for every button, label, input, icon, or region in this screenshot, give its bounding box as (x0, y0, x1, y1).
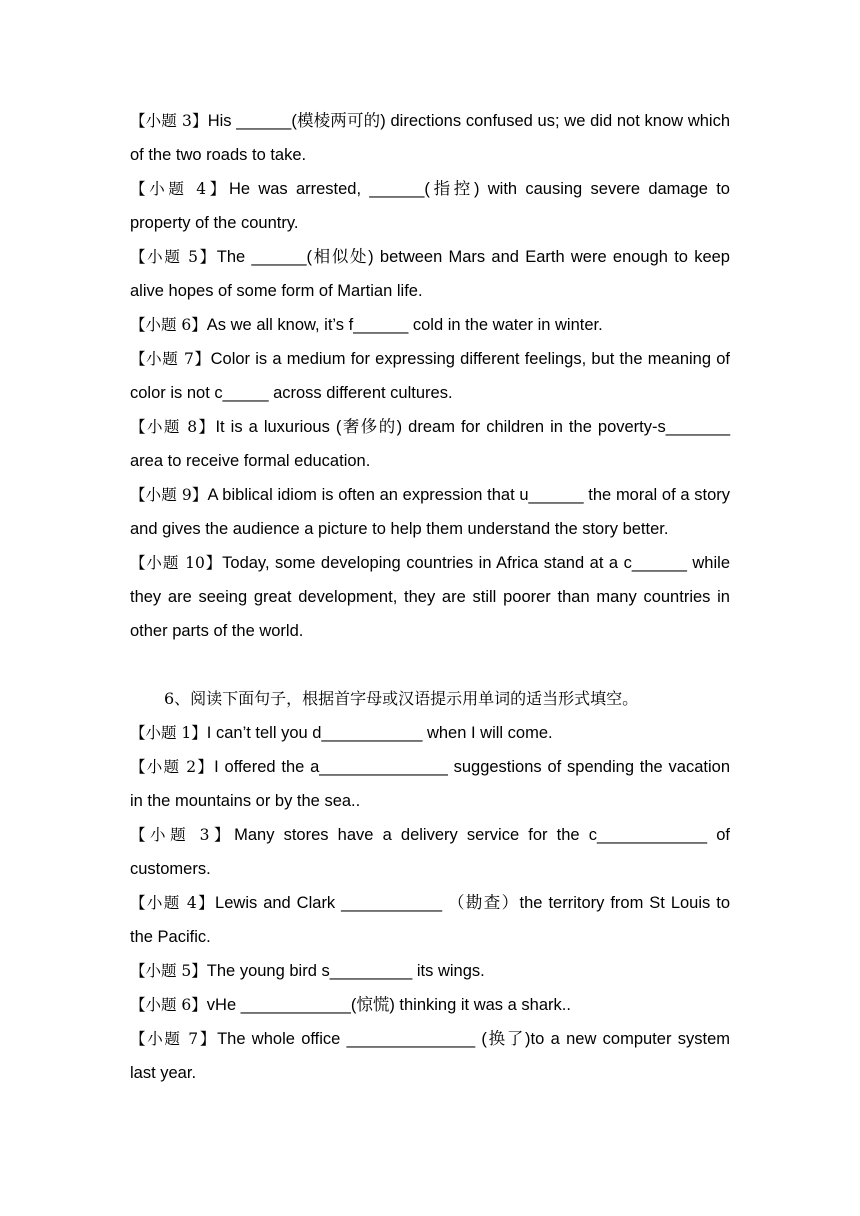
question-item (130, 410, 730, 478)
question-label: 【小题 10】 (130, 554, 223, 572)
question-item (130, 886, 730, 954)
section-heading: 6、阅读下面句子，根据首字母或汉语提示用单词的适当形式填空。 (164, 689, 639, 708)
question-text: It is a luxurious (奢侈的) dream for children in the poverty-s_______ area to receive formal education. (130, 418, 730, 470)
question-text: I can’t tell you d___________ when I will come. (206, 724, 553, 742)
question-item (130, 478, 730, 546)
document-content (130, 104, 730, 1090)
question-label: 【小题 6】 (130, 996, 207, 1014)
question-label: 【小题 6】 (130, 316, 207, 334)
question-text: I offered the a______________ suggestions of spending the vacation in the mountains or by the sea.. (130, 758, 730, 810)
question-label: 【小题 8】 (130, 418, 216, 436)
question-text: The ______(相似处) between Mars and Earth were enough to keep alive hopes of some form of Martian life. (130, 248, 730, 300)
question-text: Many stores have a delivery service for the c____________ of customers. (130, 826, 731, 878)
question-label: 【小题 7】 (130, 350, 211, 368)
question-label: 【小题 3】 (130, 112, 208, 130)
question-item (130, 954, 730, 988)
section-spacer (130, 648, 730, 682)
question-item (130, 750, 730, 818)
question-label: 【小题 4】 (130, 894, 216, 912)
question-item (130, 172, 730, 240)
question-text: Color is a medium for expressing different feelings, but the meaning of color is not c_____ across different cultures. (130, 350, 730, 402)
question-label: 【小题 1】 (130, 724, 207, 742)
question-label: 【小题 9】 (130, 486, 208, 504)
question-item (130, 1022, 730, 1090)
question-text: As we all know, it’s f______ cold in the water in winter. (206, 316, 603, 334)
question-text: Lewis and Clark ___________ （勘查）the territory from St Louis to the Pacific. (130, 894, 730, 946)
question-item (130, 240, 730, 308)
question-text: The whole office ______________ (换了)to a new computer system last year. (130, 1030, 730, 1082)
question-text: A biblical idiom is often an expression that u______ the moral of a story and gives the audience a picture to help them understand the story better. (130, 486, 730, 538)
question-text: His ______(模棱两可的) directions confused us; we did not know which of the two roads to take. (130, 112, 731, 164)
question-item (130, 818, 730, 886)
question-item (130, 308, 730, 342)
exercise-section-b (130, 682, 730, 1090)
question-label: 【小题 7】 (130, 1030, 218, 1048)
question-item (130, 546, 730, 648)
question-item (130, 988, 730, 1022)
question-label: 【小题 2】 (130, 758, 215, 776)
question-text: Today, some developing countries in Africa stand at a c______ while they are seeing great development, they are still poorer than many countries in other parts of the world. (130, 554, 730, 640)
question-label: 【小题 4】 (130, 180, 229, 198)
question-item (130, 342, 730, 410)
exercise-section-a (130, 104, 730, 648)
question-label: 【小题 5】 (130, 248, 217, 266)
question-item (130, 716, 730, 750)
question-text: vHe ____________(惊慌) thinking it was a shark.. (206, 996, 571, 1014)
question-text: He was arrested, ______(指控) with causing severe damage to property of the country. (130, 180, 730, 232)
question-item (130, 104, 730, 172)
question-text: The young bird s_________ its wings. (206, 962, 485, 980)
question-label: 【小题 3】 (130, 826, 235, 844)
question-label: 【小题 5】 (130, 962, 207, 980)
